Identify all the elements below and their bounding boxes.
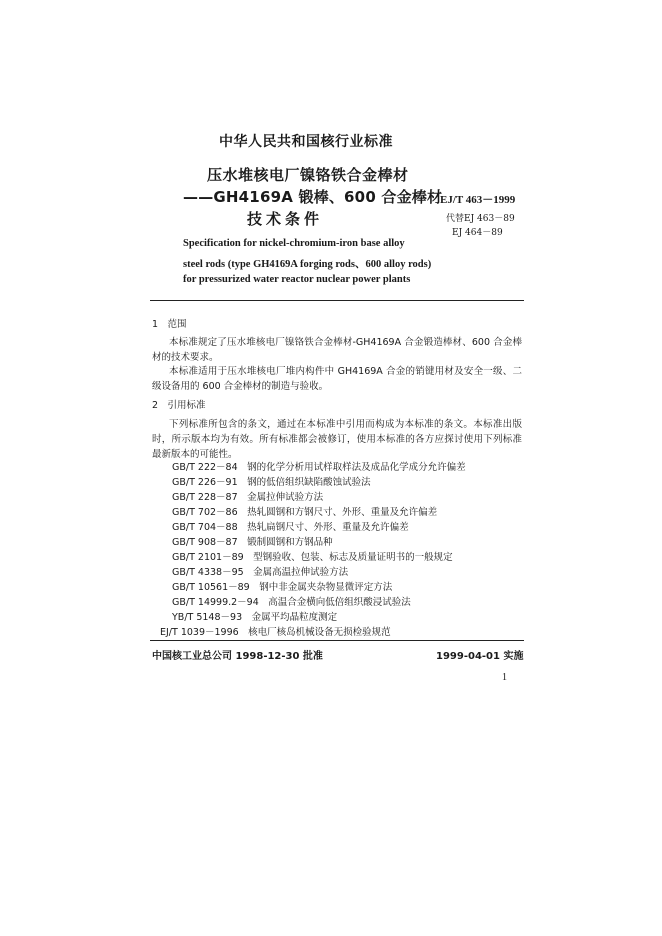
reference-item: GB/T 14999.2－94 高温合金横向低倍组织酸浸试验法: [172, 597, 411, 608]
reference-item: EJ/T 1039－1996 核电厂核岛机械设备无损检验规范: [160, 627, 391, 638]
reference-item: GB/T 4338－95 金属高温拉伸试验方法: [172, 567, 349, 578]
reference-item: GB/T 702－86 热轧圆钢和方钢尺寸、外形、重量及允许偏差: [172, 507, 438, 518]
title-line-3: 技术条件: [247, 210, 324, 228]
section-2-paragraph-1: 下列标准所包含的条文，通过在本标准中引用而构成为本标准的条文。本标准出版时，所示版本均为有效。所有标准都会被修订，使用本标准的各方应探讨使用下列标准最新版本的可能性。: [152, 419, 522, 460]
page-number: 1: [502, 672, 507, 683]
standard-code: EJ/T 463－1999: [440, 194, 516, 206]
reference-item: GB/T 10561－89 钢中非金属夹杂物显微评定方法: [172, 582, 393, 593]
reference-item: GB/T 226－91 钢的低倍组织缺陷酸蚀试验法: [172, 477, 371, 488]
reference-item: GB/T 228－87 金属拉伸试验方法: [172, 492, 324, 503]
section-1-paragraph-1: 本标准规定了压水堆核电厂镍铬铁合金棒材-GH4169A 合金锻造棒材、600 合金棒材的技术要求。: [152, 337, 522, 363]
reference-item: GB/T 704－88 热轧扁钢尺寸、外形、重量及允许偏差: [172, 522, 409, 533]
header-divider: [150, 300, 524, 301]
approval-date: 中国核工业总公司 1998-12-30 批准: [152, 651, 323, 662]
english-title-line-1: Specification for nickel-chromium-iron base alloy: [183, 238, 405, 249]
section-2-heading: 2 引用标准: [152, 400, 206, 411]
title-line-2: ——GH4169A 锻棒、600 合金棒材: [183, 188, 443, 206]
effective-date: 1999-04-01 实施: [436, 651, 524, 662]
title-line-1: 压水堆核电厂镍铬铁合金棒材: [207, 166, 409, 184]
english-title-line-3: for pressurized water reactor nuclear power plants: [183, 274, 411, 285]
replaces-standard-2: EJ 464－89: [452, 228, 503, 238]
section-1-heading: 1 范围: [152, 319, 187, 330]
section-1-paragraph-2: 本标准适用于压水堆核电厂堆内构件中 GH4169A 合金的销键用材及安全一级、二级设备用的 600 合金棒材的制造与验收。: [152, 366, 522, 392]
reference-item: GB/T 2101－89 型钢验收、包装、标志及质量证明书的一般规定: [172, 552, 453, 563]
replaces-standard-1: 代替EJ 463－89: [446, 214, 515, 224]
reference-item: GB/T 908－87 锻制圆钢和方钢品种: [172, 537, 333, 548]
footer-divider: [150, 640, 524, 641]
reference-item: YB/T 5148－93 金属平均晶粒度测定: [172, 612, 338, 623]
standard-category-header: 中华人民共和国核行业标准: [219, 134, 393, 150]
reference-item: GB/T 222－84 钢的化学分析用试样取样法及成品化学成分允许偏差: [172, 462, 466, 473]
english-title-line-2: steel rods (type GH4169A forging rods、600 alloy rods): [183, 259, 432, 270]
